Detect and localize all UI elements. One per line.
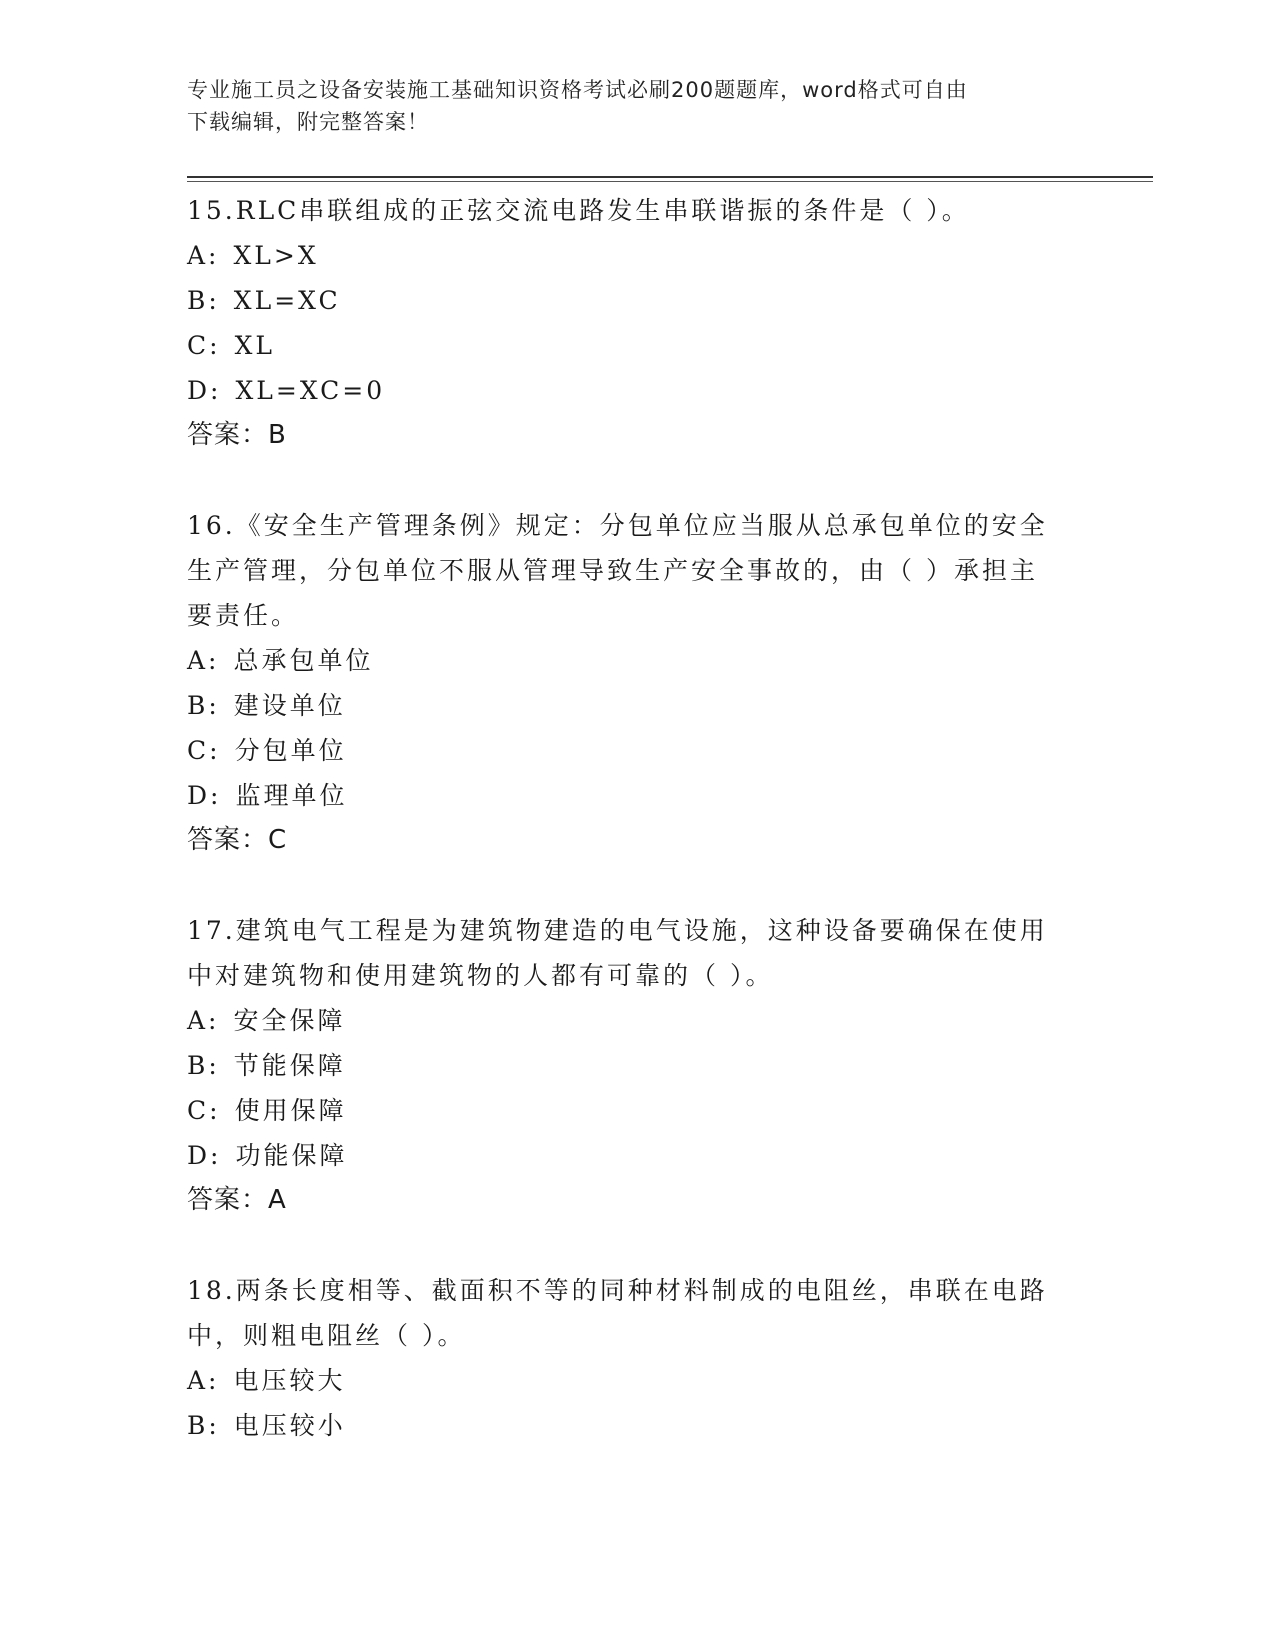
option-text: 分包单位 [234,736,347,765]
option-a [187,1358,1077,1403]
option-key: B: [187,286,220,315]
question-18 [187,1268,1077,1448]
option-text: 安全保障 [233,1006,346,1035]
header-divider-thin [187,181,1153,182]
option-key: B: [187,691,220,720]
option-c [187,728,1077,773]
option-b [187,1043,1077,1088]
option-b [187,278,1077,323]
option-b [187,1403,1077,1448]
option-a [187,233,1077,278]
option-key: A: [187,1006,220,1035]
option-c [187,1088,1077,1133]
answer-label: 答案：A [187,1185,287,1215]
option-key: C: [187,331,221,360]
question-stem: 15.RLC串联组成的正弦交流电路发生串联谐振的条件是（ ）。 [187,196,970,225]
option-text: 功能保障 [235,1141,348,1170]
question-stem-line: 中，则粗电阻丝（ ）。 [187,1321,466,1350]
spacer [187,1223,1077,1268]
option-key: C: [187,1096,221,1125]
option-text: XL=XC [233,286,341,315]
option-c [187,323,1077,368]
question-stem-line: 17.建筑电气工程是为建筑物建造的电气设施，这种设备要确保在使用 [187,916,1048,945]
option-key: B: [187,1051,220,1080]
header-line-1: 专业施工员之设备安装施工基础知识资格考试必刷200题题库，word格式可自由 [187,78,968,102]
option-d [187,1133,1077,1178]
option-text: 建设单位 [233,691,346,720]
option-b [187,683,1077,728]
option-key: D: [187,1141,222,1170]
option-text: 电压较大 [233,1366,346,1395]
option-a [187,998,1077,1043]
question-list [187,188,1077,1448]
spacer [187,458,1077,503]
option-text: 节能保障 [233,1051,346,1080]
option-d [187,368,1077,413]
header-line-2: 下载编辑，附完整答案！ [187,110,429,134]
question-stem-line: 生产管理，分包单位不服从管理导致生产安全事故的，由（ ）承担主 [187,556,1038,585]
option-key: D: [187,376,222,405]
header-divider-thick [187,176,1153,178]
answer-label: 答案：C [187,825,288,855]
question-stem-line: 中对建筑物和使用建筑物的人都有可靠的（ ）。 [187,961,774,990]
document-header [187,74,1087,138]
question-stem-line: 16.《安全生产管理条例》规定：分包单位应当服从总承包单位的安全 [187,511,1048,540]
question-stem-line: 18.两条长度相等、截面积不等的同种材料制成的电阻丝，串联在电路 [187,1276,1048,1305]
spacer [187,863,1077,908]
option-text: XL [234,331,275,360]
option-key: D: [187,781,222,810]
option-key: B: [187,1411,220,1440]
question-17 [187,908,1077,1223]
option-text: XL>X [233,241,319,270]
option-text: 使用保障 [234,1096,347,1125]
question-15 [187,188,1077,458]
question-stem-line: 要责任。 [187,601,300,630]
option-text: 总承包单位 [233,646,374,675]
option-text: 电压较小 [233,1411,346,1440]
option-a [187,638,1077,683]
option-key: A: [187,1366,220,1395]
option-key: C: [187,736,221,765]
option-text: 监理单位 [235,781,348,810]
option-d [187,773,1077,818]
option-key: A: [187,241,220,270]
option-text: XL=XC=0 [235,376,386,405]
question-16 [187,503,1077,863]
option-key: A: [187,646,220,675]
answer-label: 答案：B [187,420,287,450]
